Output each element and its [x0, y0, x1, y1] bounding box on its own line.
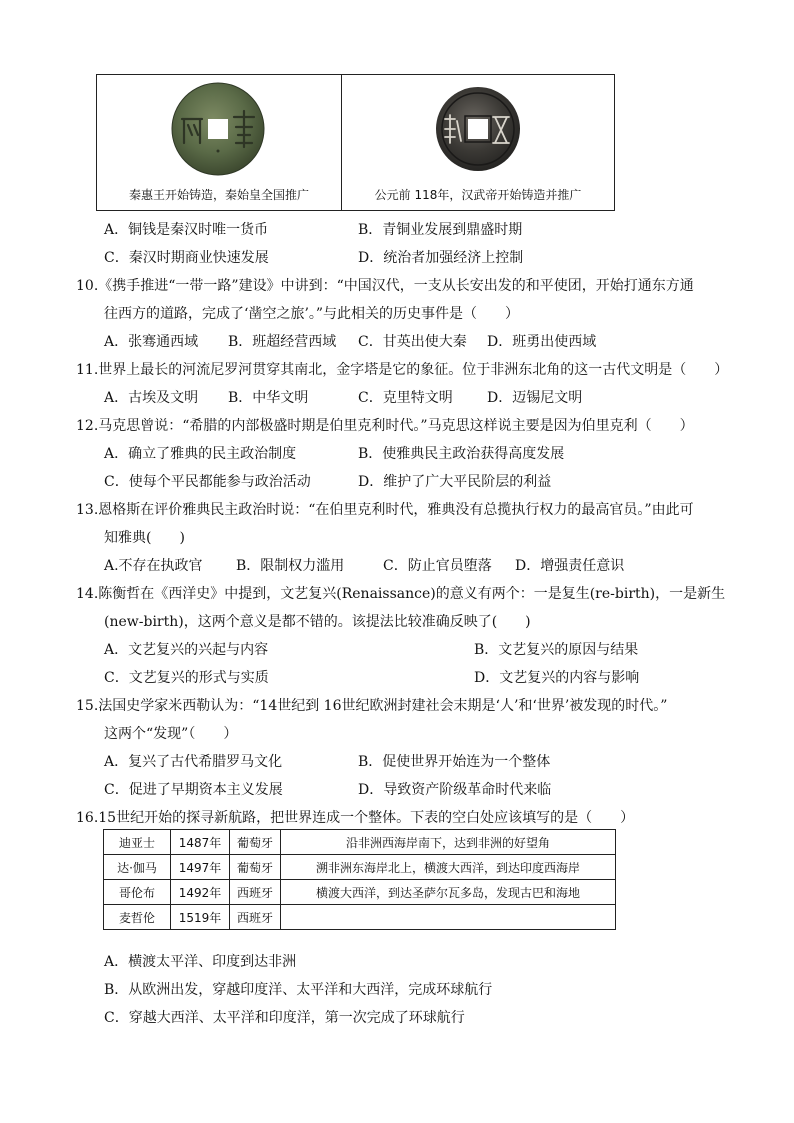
q10-option-b: B．班超经营西域	[228, 334, 337, 350]
q15-option-b: B．促使世界开始连为一个整体	[358, 754, 551, 770]
q14-stem-line2: (new-birth)，这两个意义是都不错的。该提法比较准确反映了( )	[104, 614, 531, 630]
q11-option-b: B．中华文明	[228, 390, 309, 406]
table-cell: 哥伦布	[104, 880, 171, 905]
q12-stem-line1: 12.马克思曾说：“希腊的内部极盛时期是伯里克利时代。”马克思这样说主要是因为伯里克利（ ）	[76, 418, 694, 434]
q10-stem-line1: 10.《携手推进“一带一路”建设》中讲到：“中国汉代，一支从长安出发的和平使团，开始打通东方通	[76, 278, 694, 294]
q11-option-d: D．迈锡尼文明	[487, 390, 583, 406]
q12-option-a: A．确立了雅典的民主政治制度	[104, 446, 297, 462]
table-cell: 麦哲伦	[104, 905, 171, 930]
q13-option-d: D．增强责任意识	[515, 558, 625, 574]
q15-stem-line2: 这两个“发现”（ ）	[104, 726, 238, 742]
table-cell: 迪亚士	[104, 830, 171, 855]
q14-stem-line1: 14.陈衡哲在《西洋史》中提到，文艺复兴(Renaissance)的意义有两个：一是复生(re-birth)，一是新生	[76, 586, 726, 602]
q10-option-c: C．甘英出使大秦	[358, 334, 467, 350]
q16-option-c: C．穿越大西洋、太平洋和印度洋，第一次完成了环球航行	[104, 1010, 465, 1026]
q9-option-c: C．秦汉时期商业快速发展	[104, 250, 269, 266]
q13-stem-line1: 13.恩格斯在评价雅典民主政治时说：“在伯里克利时代，雅典没有总揽执行权力的最高官员。”由此可	[76, 502, 694, 518]
table-cell: 1492年	[171, 880, 230, 905]
table-row	[104, 905, 616, 930]
navigation-table	[103, 829, 616, 930]
q15-option-c: C．促进了早期资本主义发展	[104, 782, 283, 798]
q11-stem-line1: 11.世界上最长的河流尼罗河贯穿其南北，金字塔是它的象征。位于非洲东北角的这一古代文明是（ ）	[76, 362, 729, 378]
coin-caption-left: 秦惠王开始铸造，秦始皇全国推广	[128, 188, 309, 202]
q10-option-d: D．班勇出使西域	[487, 334, 597, 350]
q15-stem-line1: 15.法国史学家米西勒认为：“14世纪到 16世纪欧洲封建社会末期是‘人’和‘世界’被发现的时代。”	[76, 698, 668, 714]
q13-stem-line2: 知雅典( )	[104, 530, 185, 546]
q16-option-b: B．从欧洲出发，穿越印度洋、太平洋和大西洋，完成环球航行	[104, 982, 493, 998]
q13-option-c: C．防止官员堕落	[383, 558, 492, 574]
q16-stem-line1: 16.15世纪开始的探寻新航路，把世界连成一个整体。下表的空白处应该填写的是（ ）	[76, 810, 635, 826]
table-cell: 西班牙	[230, 880, 281, 905]
table-cell-blank	[281, 905, 616, 930]
coin-figure	[96, 74, 615, 211]
q14-option-b: B．文艺复兴的原因与结果	[474, 642, 639, 658]
q14-option-c: C．文艺复兴的形式与实质	[104, 670, 269, 686]
table-cell: 1487年	[171, 830, 230, 855]
coin-cell-banliang	[97, 75, 342, 210]
q10-option-a: A．张骞通西域	[104, 334, 199, 350]
table-cell: 1497年	[171, 855, 230, 880]
table-cell: 西班牙	[230, 905, 281, 930]
q14-option-d: D．文艺复兴的内容与影响	[474, 670, 640, 686]
q9-option-d: D．统治者加强经济上控制	[358, 250, 524, 266]
table-row	[104, 855, 616, 880]
coin-cell-wuzhu	[342, 75, 614, 210]
q12-option-b: B．使雅典民主政治获得高度发展	[358, 446, 565, 462]
q12-option-d: D．维护了广大平民阶层的利益	[358, 474, 552, 490]
q9-option-a: A．铜钱是秦汉时唯一货币	[104, 222, 269, 238]
table-cell: 沿非洲西海岸南下，达到非洲的好望角	[281, 830, 616, 855]
q9-option-b: B．青铜业发展到鼎盛时期	[358, 222, 523, 238]
q11-option-c: C．克里特文明	[358, 390, 453, 406]
q12-option-c: C．使每个平民都能参与政治活动	[104, 474, 311, 490]
table-cell: 横渡大西洋，到达圣萨尔瓦多岛，发现古巴和海地	[281, 880, 616, 905]
table-cell: 葡萄牙	[230, 830, 281, 855]
wuzhu-coin-image	[431, 85, 525, 173]
q10-stem-line2: 往西方的道路，完成了‘凿空之旅’。”与此相关的历史事件是（ ）	[104, 306, 520, 322]
q11-option-a: A．古埃及文明	[104, 390, 199, 406]
q14-option-a: A．文艺复兴的兴起与内容	[104, 642, 269, 658]
coin-caption-right: 公元前 118年，汉武帝开始铸造并推广	[374, 188, 582, 202]
table-cell: 溯非洲东海岸北上，横渡大西洋，到达印度西海岸	[281, 855, 616, 880]
q13-option-b: B．限制权力滥用	[236, 558, 345, 574]
q13-option-a: A.不存在执政官	[104, 558, 203, 574]
table-cell: 1519年	[171, 905, 230, 930]
banliang-coin-image	[168, 81, 268, 177]
q15-option-d: D．导致资产阶级革命时代来临	[358, 782, 552, 798]
table-row	[104, 880, 616, 905]
table-cell: 达·伽马	[104, 855, 171, 880]
q15-option-a: A．复兴了古代希腊罗马文化	[104, 754, 283, 770]
table-row	[104, 830, 616, 855]
q16-option-a: A．横渡太平洋、印度到达非洲	[104, 954, 297, 970]
table-cell: 葡萄牙	[230, 855, 281, 880]
